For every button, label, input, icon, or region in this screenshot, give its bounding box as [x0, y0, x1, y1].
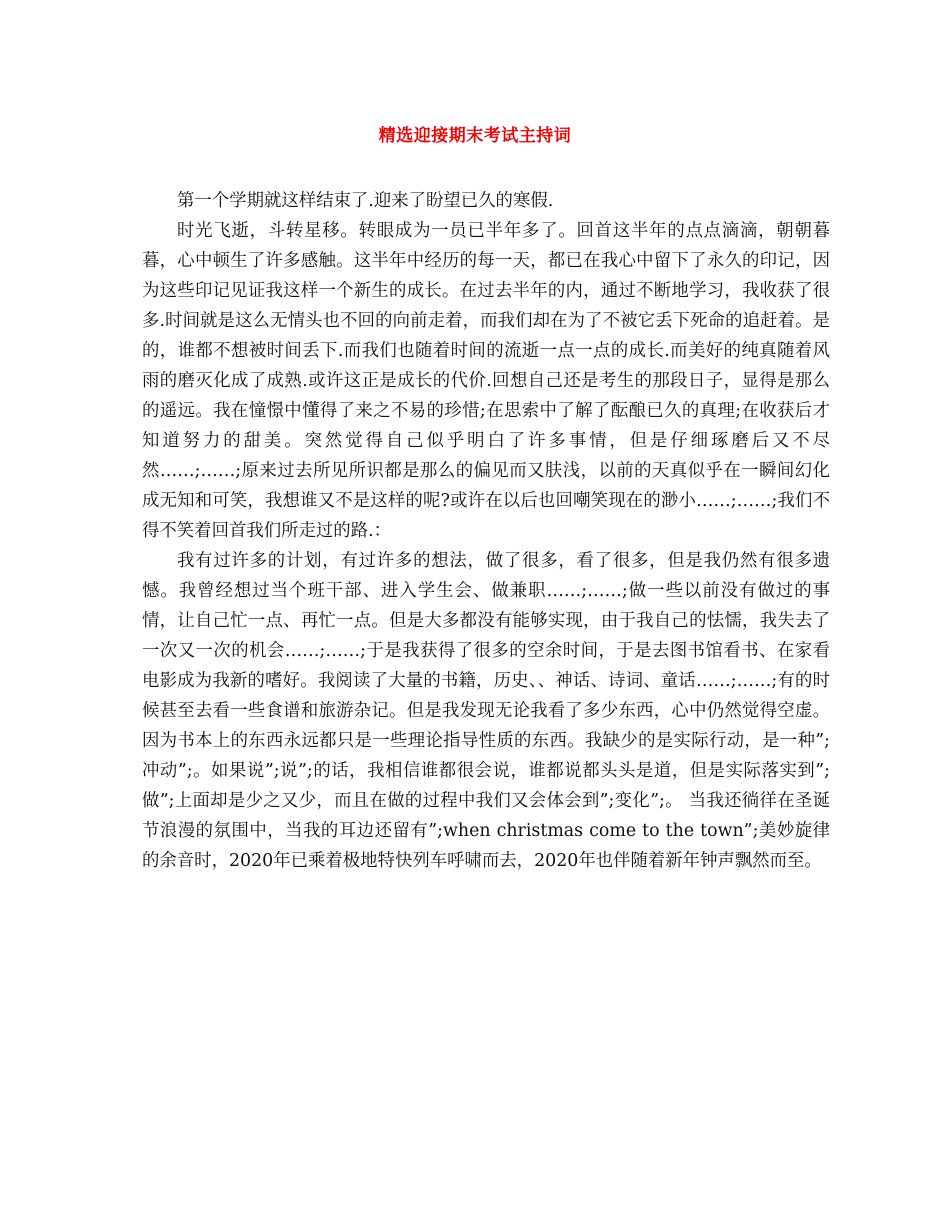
document-title: 精选迎接期末考试主持词 — [378, 126, 572, 146]
paragraph-1: 第一个学期就这样结束了.迎来了盼望已久的寒假. — [177, 191, 554, 211]
paragraph-3: 我有过许多的计划，有过许多的想法，做了很多，看了很多，但是我仍然有很多遗憾。我曾经想过当个班干部、进入学生会、做兼职……;……;做一些以前没有做过的事情，让自己忙一点、再忙一点。但是大多都没有能够实现，由于我自己的怯懦，我失去了一次又一次的机会……;……;于是我获得了很多的空余时间，于是去图书馆看书、在家看电影成为我新的嗜好。我阅读了大量的书籍，历史、、神话、诗词、童话……;……;有的时候甚至去看一些食谱和旅游杂记。但是我发现无论我看了多少东西，心中仍然觉得空虚。因为书本上的东西永远都只是一些理论指导性质的东西。我缺少的是实际行动，是一种”;冲动”;。如果说”;说”;的话，我相信谁都很会说，谁都说都头头是道，但是实际落实到”;做”;上面却是少之又少，而且在做的过程中我们又会体会到”;变化”;。 当我还徜徉在圣诞节浪漫的氛围中，当我的耳边还留有”;when christmas come to the town”;美妙旋律的余音时，2020年已乘着极地特快列车呼啸而去，2020年也伴随着新年钟声飘然而至。 — [142, 551, 830, 871]
paragraph-2: 时光飞逝，斗转星移。转眼成为一员已半年多了。回首这半年的点点滴滴，朝朝暮暮，心中顿生了许多感触。这半年中经历的每一天，都已在我心中留下了永久的印记，因为这些印记见证我这样一个新生的成长。在过去半年的内，通过不断地学习，我收获了很多.时间就是这么无情头也不回的向前走着，而我们却在为了不被它丢下死命的追赶着。是的，谁都不想被时间丢下.而我们也随着时间的流逝一点一点的成长.而美好的纯真随着风雨的磨灭化成了成熟.或许这正是成长的代价.回想自己还是考生的那段日子，显得是那么的遥远。我在憧憬中懂得了来之不易的珍惜;在思索中了解了酝酿已久的真理;在收获后才知道努力的甜美。突然觉得自己似乎明白了许多事情，但是仔细琢磨后又不尽然……;……;原来过去所见所识都是那么的偏见而又肤浅，以前的天真似乎在一瞬间幻化成无知和可笑，我想谁又不是这样的呢?或许在以后也回嘲笑现在的渺小……;……;我们不得不笑着回首我们所走过的路.： — [142, 221, 830, 541]
document-body — [142, 186, 830, 876]
